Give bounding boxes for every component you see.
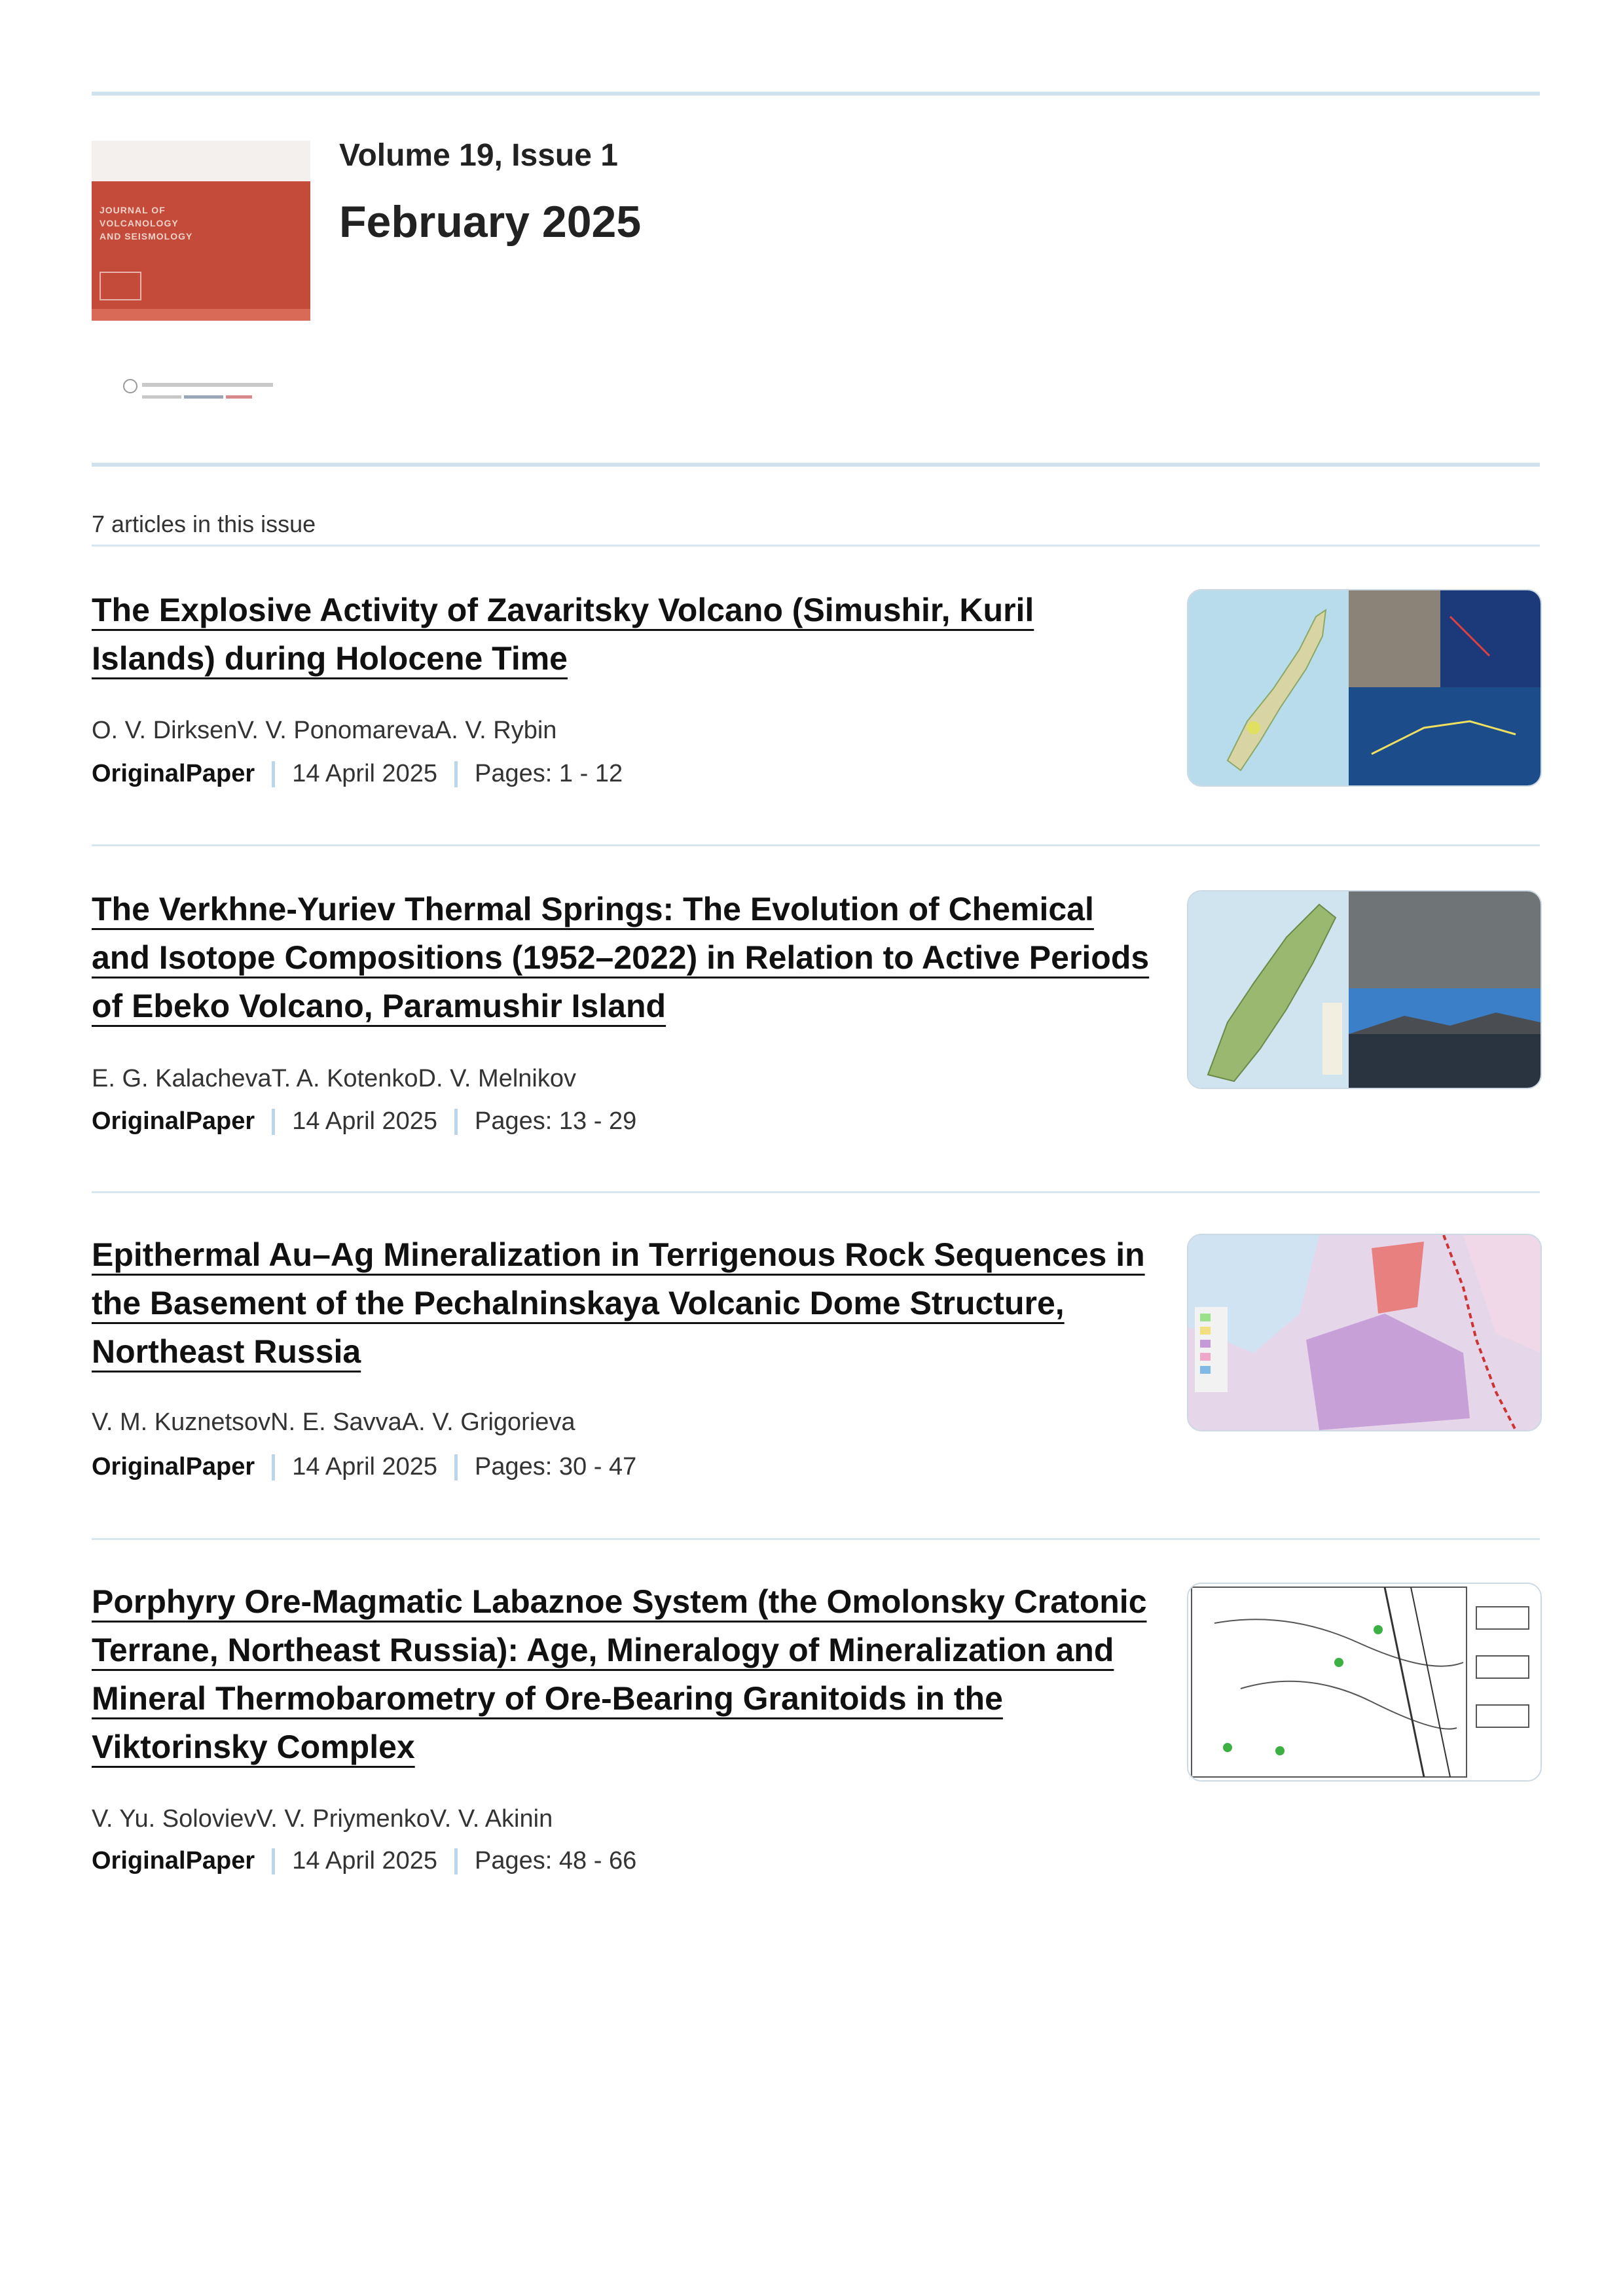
meta-separator <box>454 1848 458 1874</box>
issue-date: February 2025 <box>339 197 642 247</box>
article-authors: V. M. KuznetsovN. E. SavvaA. V. Grigorieva <box>92 1408 575 1436</box>
article-meta <box>92 1847 636 1875</box>
meta-separator <box>454 1109 458 1135</box>
article-thumbnail[interactable] <box>1187 589 1542 787</box>
meta-separator <box>272 1848 275 1874</box>
article-pages: Pages: 30 - 47 <box>475 1453 637 1480</box>
article-title-link[interactable]: The Explosive Activity of Zavaritsky Volcano (Simushir, Kuril Islands) during Holocene Time <box>92 592 1034 677</box>
article-card <box>92 1230 1540 1492</box>
count-divider <box>92 545 1540 547</box>
article-authors: V. Yu. SolovievV. V. PriymenkoV. V. Akinin <box>92 1805 553 1833</box>
article-meta <box>92 760 623 788</box>
article-pages: Pages: 48 - 66 <box>475 1847 637 1874</box>
article-divider <box>92 844 1540 846</box>
article-date: 14 April 2025 <box>292 1107 438 1135</box>
publisher-logo <box>121 373 285 409</box>
article-count: 7 articles in this issue <box>92 511 316 537</box>
meta-separator <box>272 1109 275 1135</box>
article-thumbnail[interactable] <box>1187 1583 1542 1782</box>
article-card <box>92 885 1540 1147</box>
article-date: 14 April 2025 <box>292 1847 438 1874</box>
article-type: OriginalPaper <box>92 1453 255 1480</box>
header-divider <box>92 463 1540 467</box>
meta-separator <box>454 1454 458 1480</box>
article-title <box>92 586 1152 683</box>
article-card <box>92 586 1540 795</box>
article-title <box>92 1577 1152 1771</box>
cover-title-line: VOLCANOLOGY <box>100 218 179 228</box>
journal-cover-image[interactable] <box>92 141 310 321</box>
article-authors: O. V. DirksenV. V. PonomarevaA. V. Rybin <box>92 717 557 744</box>
meta-separator <box>272 761 275 787</box>
article-pages: Pages: 1 - 12 <box>475 760 623 787</box>
article-divider <box>92 1191 1540 1193</box>
article-type: OriginalPaper <box>92 1847 255 1874</box>
article-date: 14 April 2025 <box>292 1453 438 1480</box>
cover-title-line: JOURNAL OF <box>100 205 166 215</box>
article-meta <box>92 1107 636 1136</box>
article-type: OriginalPaper <box>92 760 255 787</box>
article-title-link[interactable]: Porphyry Ore-Magmatic Labaznoe System (the Omolonsky Cratonic Terrane, Northeast Russia): Age, Mineralogy of Mineralization and Mineral Thermobarometry of Ore-Bearing Granitoids in the Viktorinsky Complex <box>92 1583 1147 1765</box>
article-pages: Pages: 13 - 29 <box>475 1107 637 1135</box>
top-divider <box>92 92 1540 96</box>
volume-issue-label: Volume 19, Issue 1 <box>339 138 618 173</box>
article-date: 14 April 2025 <box>292 760 438 787</box>
meta-separator <box>454 761 458 787</box>
article-thumbnail[interactable] <box>1187 1234 1542 1431</box>
cover-title-line: AND SEISMOLOGY <box>100 231 193 242</box>
article-authors: E. G. KalachevaT. A. KotenkoD. V. Melnikov <box>92 1065 576 1092</box>
article-title <box>92 885 1152 1030</box>
article-card <box>92 1577 1540 1905</box>
article-title-link[interactable]: The Verkhne-Yuriev Thermal Springs: The Evolution of Chemical and Isotope Compositions (1952–2022) in Relation to Active Periods of Ebeko Volcano, Paramushir Island <box>92 891 1150 1024</box>
article-type: OriginalPaper <box>92 1107 255 1135</box>
article-meta <box>92 1453 636 1481</box>
article-title-link[interactable]: Epithermal Au–Ag Mineralization in Terrigenous Rock Sequences in the Basement of the Pechalninskaya Volcanic Dome Structure, Northeast Russia <box>92 1236 1145 1370</box>
article-title <box>92 1230 1152 1376</box>
article-divider <box>92 1538 1540 1540</box>
article-thumbnail[interactable] <box>1187 890 1542 1089</box>
meta-separator <box>272 1454 275 1480</box>
